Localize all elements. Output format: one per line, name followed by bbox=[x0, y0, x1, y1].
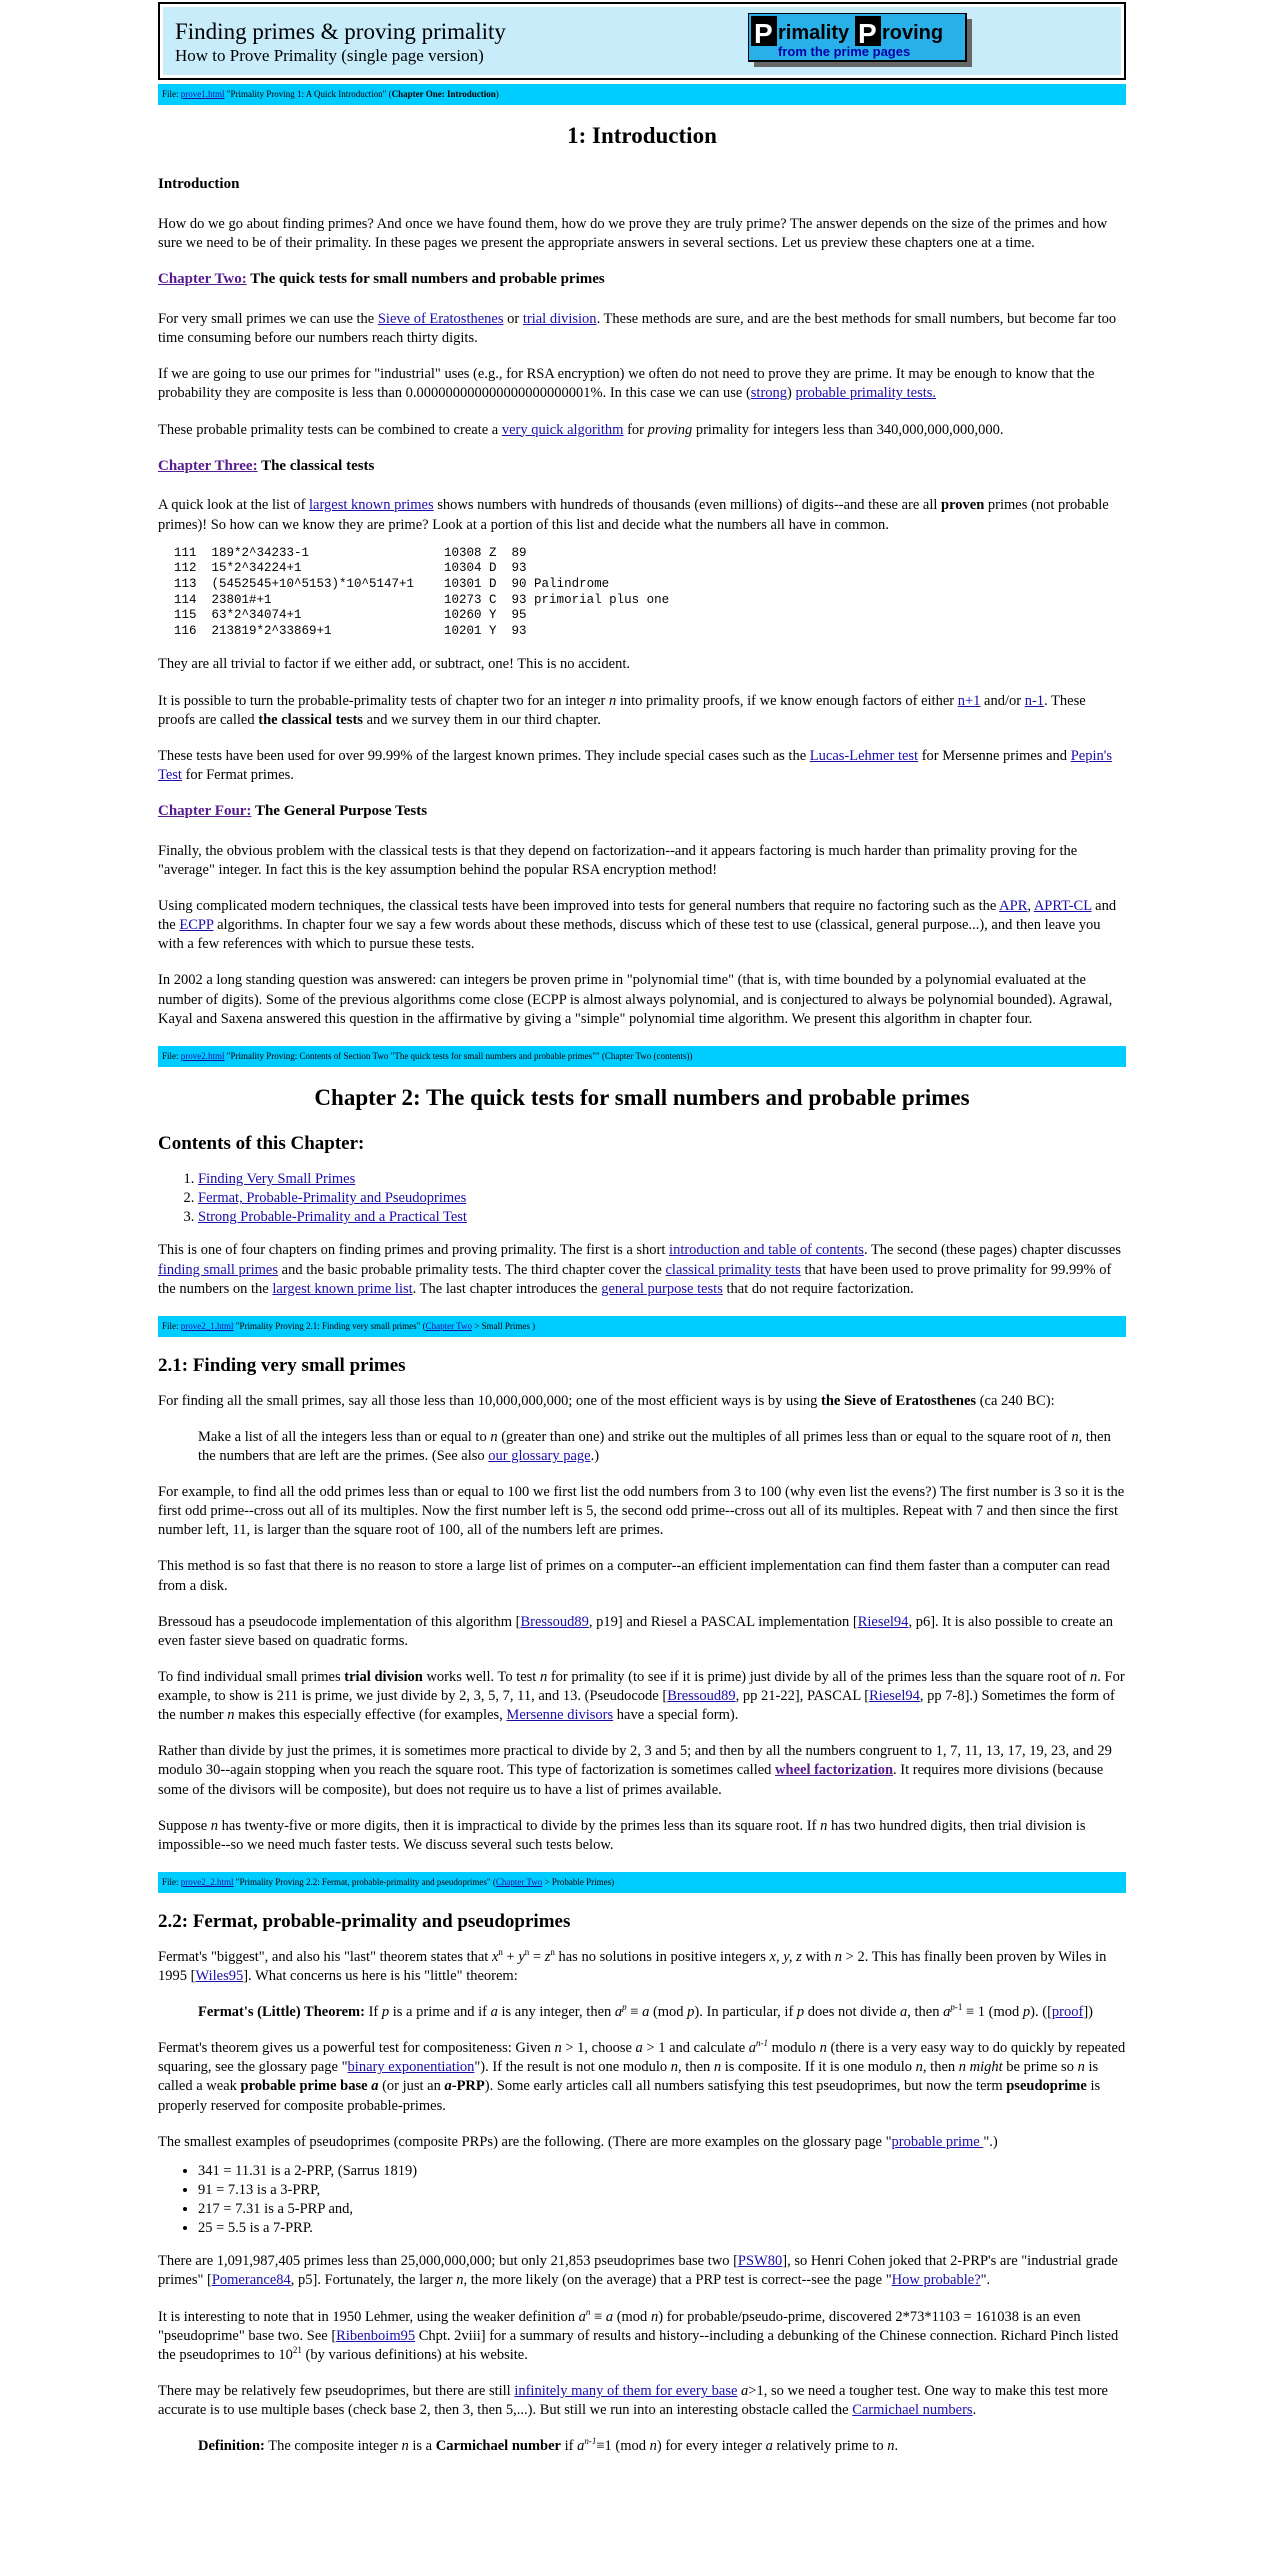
classical-tests-paragraph: It is possible to turn the probable-primality tests of chapter two for an integer n into primality proofs, if we know enough factors of either n+1 and/or n-1. These proofs are called the classical tests and we survey them in our third chapter. bbox=[158, 692, 1086, 728]
intro-heading: 1: Introduction bbox=[567, 122, 717, 148]
file-bar-prove2-1 bbox=[158, 1316, 1126, 1337]
largest-primes-paragraph: A quick look at the list of largest known primes shows numbers with hundreds of thousands (even millions) of digits--and these are all proven primes (not probable primes)! So how can we know they are prime? Look at a portion of this list and decide what the numbers all have in common. bbox=[158, 497, 1109, 533]
factorization-paragraph: Finally, the obvious problem with the classical tests is that they depend on factorization--and it appears factoring is much harder than primality proving for the "average" integer. In fact this is the key assumption behind the popular RSA encryption method! bbox=[158, 842, 1078, 878]
contents-link-fermat[interactable]: Fermat, Probable-Primality and Pseudoprimes bbox=[198, 1190, 467, 1207]
contents-link-strong-prp[interactable]: Strong Probable-Primality and a Practical Test bbox=[198, 1209, 467, 1226]
table-row: 111 189*2^34233-1 10308 Z 89 bbox=[174, 545, 527, 560]
file-description: "Primality Proving 2.2: Fermat, probable-primality and pseudoprimes" ( bbox=[233, 1876, 496, 1887]
apr-link[interactable]: APR bbox=[999, 898, 1028, 915]
chapter-four-heading bbox=[158, 802, 1126, 822]
how-probable-link[interactable]: How probable? bbox=[891, 2272, 981, 2289]
contents-heading: Contents of this Chapter: bbox=[158, 1133, 365, 1154]
list-item bbox=[198, 1208, 1126, 1227]
file-label: File: bbox=[162, 1320, 181, 1331]
fermat-last-theorem-paragraph: Fermat's "biggest", and also his "last" theorem states that $x^n + y^n = z^n$ has no solutions in positive integers x, y, z with n > 2. This has finally been proven by Wiles in 1995 [Wiles95]. What concerns us here is his "little" theorem: bbox=[158, 1947, 1107, 1984]
file-description: "Primality Proving: Contents of Section Two "The quick tests for small numbers and probable primes"" (Chapter Two (contents)) bbox=[224, 1050, 693, 1061]
glossary-link[interactable]: our glossary page bbox=[488, 1447, 591, 1464]
compositeness-test-paragraph: Fermat's theorem gives us a powerful test for compositeness: Given n > 1, choose a > 1 and calculate $a^{n-1}$ modulo n (there is a very easy way to do quickly by repeated squaring, see the glossary page "binary exponentiation"). If the result is not one modulo n, then n is composite. If it is one modulo n, then n might be prime so n is called a weak probable prime base a (or just an a-PRP). Some early articles call all numbers satisfying this test pseudoprimes, but now the term pseudoprime is properly reserved for composite probable-primes. bbox=[158, 2038, 1126, 2114]
aprt-cl-link[interactable]: APRT-CL bbox=[1033, 898, 1092, 915]
page bbox=[158, 2, 1126, 2456]
wiles95-link[interactable]: Wiles95 bbox=[195, 1967, 244, 1984]
ribenboim95-link[interactable]: Ribenboim95 bbox=[336, 2327, 416, 2344]
table-row: 116 213819*2^33869+1 10201 Y 93 bbox=[174, 623, 527, 638]
carmichael-numbers-link[interactable]: Carmichael numbers bbox=[852, 2402, 973, 2419]
probable-primality-link[interactable]: probable primality tests. bbox=[795, 385, 937, 402]
chapter-three-heading bbox=[158, 457, 1126, 477]
chapter-two-link[interactable]: Chapter Two: bbox=[158, 271, 247, 288]
list-item: • 91 = 7.13 is a 3-PRP, bbox=[198, 2181, 1126, 2200]
chapter-two-breadcrumb-link[interactable]: Chapter Two bbox=[495, 1876, 543, 1887]
file-label: File: bbox=[162, 1050, 181, 1061]
contents-link-small-primes[interactable]: Finding Very Small Primes bbox=[198, 1171, 356, 1188]
pseudoprime-examples-intro: The smallest examples of pseudoprimes (composite PRPs) are the following. (There are more examples on the glossary page "probable prime ".) bbox=[158, 2133, 998, 2150]
lehmer-paragraph: It is interesting to note that in 1950 Lehmer, using the weaker definition $a^n \equiv a$ (mod n) for probable/pseudo-prime, discovered 2*73*1103 = 161038 is an even "pseudoprime" base two. See [Ribenboim95 Chpt. 2viii] for a summary of results and history--including a debunking of the Chinese connection. Richard Pinch listed the pseudoprimes to $10^{21}$ (by various definitions) at his website. bbox=[158, 2306, 1119, 2363]
n-minus-1-link[interactable]: n-1 bbox=[1024, 692, 1045, 709]
file-description: "Primality Proving 2.1: Finding very small primes" ( bbox=[233, 1320, 426, 1331]
file-bar-prove1 bbox=[158, 84, 1126, 105]
table-row: 114 23801#+1 10273 C 93 primorial plus one bbox=[174, 592, 670, 607]
largest-primes-link[interactable]: largest known primes bbox=[309, 497, 434, 514]
logo-tagline: from the prime pages bbox=[778, 44, 911, 59]
list-item: • 25 = 5.5 is a 7-PRP. bbox=[198, 2219, 1126, 2238]
table-row: 113 (5452545+10^5153)*10^5147+1 10301 D 90 Palindrome bbox=[174, 576, 610, 591]
file-bar-prove2-2 bbox=[158, 1872, 1126, 1893]
industrial-paragraph: If we are going to use our primes for "industrial" uses (e.g., for RSA encryption) we often do not need to prove they are prime. It may be enough to know that the probability they are composite is less than 0.000000000000000000000001%. In this case we can use (strong) probable primality tests. bbox=[158, 366, 1095, 402]
logo-word-proving: roving bbox=[882, 22, 944, 44]
section-2-1-heading: 2.1: Finding very small primes bbox=[158, 1354, 406, 1376]
chapter-label: Chapter One: Introduction bbox=[391, 89, 496, 99]
logo-letter-p2: P bbox=[858, 18, 877, 49]
file-bar-end: > Probable Primes) bbox=[542, 1876, 615, 1887]
probable-prime-glossary-link[interactable]: probable prime bbox=[891, 2133, 984, 2150]
binary-exponentiation-link[interactable]: binary exponentiation bbox=[347, 2059, 475, 2076]
trial-division-link[interactable]: trial division bbox=[522, 311, 597, 327]
header-banner bbox=[163, 7, 1121, 75]
file-bar-end: ) bbox=[495, 89, 499, 99]
carmichael-definition: Definition: The composite integer n is a Carmichael number if $a^{n-1}\equiv 1$ (mod n) for every integer a relatively prime to n. bbox=[198, 2436, 899, 2455]
pomerance84-link[interactable]: Pomerance84 bbox=[211, 2272, 291, 2289]
file-link-prove2-1[interactable]: prove2_1.html bbox=[180, 1320, 234, 1331]
file-link-prove1[interactable]: prove1.html bbox=[180, 89, 225, 99]
fermat-little-theorem: Fermat's (Little) Theorem: If p is a prime and if a is any integer, then $a^p \equiv a$ (mod p). In particular, if p does not divide a, then $a^{p-1} \equiv 1$ (mod p). ([proof]) bbox=[198, 2002, 1093, 2021]
quick-algorithm-link[interactable]: very quick algorithm bbox=[501, 421, 624, 438]
mersenne-divisors-link[interactable]: Mersenne divisors bbox=[506, 1707, 614, 1724]
large-n-paragraph: Suppose n has twenty-five or more digits, then it is impractical to divide by the primes less than its square root. If n has two hundred digits, then trial division is impossible--so we need much faster tests. We discuss several such tests below. bbox=[158, 1817, 1086, 1853]
trivial-factor-paragraph: They are all trivial to factor if we either add, or subtract, one! This is no accident. bbox=[158, 656, 631, 673]
wheel-factorization-paragraph: Rather than divide by just the primes, it is sometimes more practical to divide by 2, 3 and 5; and then by all the numbers congruent to 1, 7, 11, 13, 17, 19, 23, and 29 modulo 30--again stopping when you reach the square root. This type of factorization is sometimes called wheel factorization. It requires more divisions (because some of the divisors will be composite), but does not require us to have a list of primes available. bbox=[158, 1743, 1112, 1798]
chapter-two-main-heading: Chapter 2: The quick tests for small numbers and probable primes bbox=[314, 1084, 970, 1110]
sieve-link[interactable]: Sieve of Eratosthenes bbox=[377, 311, 504, 327]
table-row: 115 63*2^34074+1 10260 Y 95 bbox=[174, 608, 527, 623]
chapter-four-link[interactable]: Chapter Four: bbox=[158, 803, 252, 820]
chapter-two-breadcrumb-link[interactable]: Chapter Two bbox=[425, 1320, 473, 1331]
ecpp-link[interactable]: ECPP bbox=[179, 917, 214, 934]
list-item: • 341 = 11.31 is a 2-PRP, (Sarrus 1819) bbox=[198, 2162, 1126, 2181]
file-label: File: bbox=[162, 89, 181, 99]
small-primes-paragraph: For very small primes we can use the Sieve of Eratosthenes or trial division. These methods are sure, and are the best methods for small numbers, but become far too time consuming before our numbers reach thirty digits. bbox=[158, 311, 1117, 347]
carmichael-intro-paragraph: There may be relatively few pseudoprimes, but there are still infinitely many of them for every base a>1, so we need a tougher test. One way to make this test more accurate is to use multiple bases (check base 2, then 3, then 5,...). But still we run into an interesting obstacle called the Carmichael numbers. bbox=[158, 2382, 1108, 2419]
industrial-grade-paragraph: There are 1,091,987,405 primes less than 25,000,000,000; but only 21,853 pseudoprimes base two [PSW80], so Henri Cohen joked that 2-PRP's are "industrial grade primes" [Pomerance84, p5]. Fortunately, the larger n, the more likely (on the average) that a PRP test is correct--see the page "How probable?". bbox=[158, 2253, 1118, 2289]
table-row: 112 15*2^34224+1 10304 D 93 bbox=[174, 561, 527, 576]
logo-letter-p1: P bbox=[754, 18, 773, 49]
wheel-factorization-link[interactable]: wheel factorization bbox=[775, 1762, 894, 1779]
strong-link[interactable]: strong bbox=[750, 385, 788, 402]
logo-word-primality: rimality bbox=[778, 22, 850, 44]
modern-techniques-paragraph: Using complicated modern techniques, the classical tests have been improved into tests for general numbers that require no factoring such as the APR, APRT-CL and the ECPP algorithms. In chapter four we say a few words about these methods, discuss which of these test to use (classical, general purpose...), and then leave you with a few references with which to pursue these tests. bbox=[158, 898, 1117, 953]
file-link-prove2-2[interactable]: prove2_2.html bbox=[180, 1876, 234, 1887]
sieve-description-quote: Make a list of all the integers less than or equal to n (greater than one) and strike out the multiples of all primes less than or equal to the square root of n, then the numbers that are left are the primes. (See also our glossary page.) bbox=[198, 1428, 1111, 1464]
file-link-prove2[interactable]: prove2.html bbox=[180, 1050, 225, 1061]
largest-prime-list-link[interactable]: largest known prime list bbox=[272, 1280, 413, 1297]
proof-link[interactable]: proof bbox=[1051, 2004, 1084, 2021]
chapter-overview-paragraph: This is one of four chapters on finding primes and proving primality. The first is a short introduction and table of contents. The second (these pages) chapter discusses finding small primes and the basic probable primality tests. The third chapter cover the classical primality tests that have been used to prove primality for 99.99% of the numbers on the largest known prime list. The last chapter introduces the general purpose tests that do not require factorization. bbox=[158, 1242, 1121, 1297]
general-purpose-tests-link[interactable]: general purpose tests bbox=[601, 1280, 723, 1297]
classical-tests-link[interactable]: classical primality tests bbox=[665, 1261, 801, 1278]
section-2-2-heading: 2.2: Fermat, probable-primality and pseudoprimes bbox=[158, 1910, 571, 1932]
intro-subheading: Introduction bbox=[158, 176, 240, 193]
trial-division-paragraph: To find individual small primes trial division works well. To test n for primality (to see if it is prime) just divide by all of the primes less than the square root of n. For example, to show is 211 is prime, we just divide by 2, 3, 5, 7, 11, and 13. (Pseudocode [Bressoud89, pp 21-22], PASCAL [Riesel94, pp 7-8].) Sometimes the form of the number n makes this especially effective (for examples, Mersenne divisors have a special form). bbox=[158, 1668, 1125, 1724]
polynomial-time-paragraph: In 2002 a long standing question was answered: can integers be proven prime in "polynomial time" (that is, with time bounded by a polynomial evaluated at the number of digits). Some of the previous algorithms come close (ECPP is almost always polynomial, and is conjectured to always be polynomial bounded). Agrawal, Kayal and Saxena answered this question in the affirmative by giving a "simple" polynomial time algorithm. We present this algorithm in chapter four. bbox=[158, 972, 1113, 1027]
contents-list bbox=[158, 1170, 1126, 1227]
riesel94-link[interactable]: Riesel94 bbox=[857, 1613, 909, 1630]
file-label: File: bbox=[162, 1876, 181, 1887]
file-description: "Primality Proving 1: A Quick Introduction" ( bbox=[224, 89, 392, 99]
quick-algorithm-paragraph: These probable primality tests can be combined to create a very quick algorithm for proving primality for integers less than 340,000,000,000,000. bbox=[158, 421, 1004, 438]
special-cases-paragraph: These tests have been used for over 99.99% of the largest known primes. They include special cases such as the Lucas-Lehmer test for Mersenne primes and Pepin's Test for Fermat primes. bbox=[158, 747, 1112, 783]
list-item bbox=[198, 1189, 1126, 1208]
implementations-paragraph: Bressoud has a pseudocode implementation of this algorithm [Bressoud89, p19] and Riesel a PASCAL implementation [Riesel94, p6]. It is also possible to create an even faster sieve based on quadratic forms. bbox=[158, 1613, 1113, 1649]
intro-toc-link[interactable]: introduction and table of contents bbox=[669, 1242, 864, 1259]
sieve-intro-paragraph: For finding all the small primes, say all those less than 10,000,000,000; one of the most efficient ways is by using the Sieve of Eratosthenes (ca 240 BC): bbox=[158, 1392, 1055, 1409]
riesel94-link[interactable]: Riesel94 bbox=[869, 1688, 920, 1705]
n-plus-1-link[interactable]: n+1 bbox=[957, 692, 981, 709]
bressoud89-link[interactable]: Bressoud89 bbox=[667, 1688, 736, 1705]
infinitely-many-link[interactable]: infinitely many of them for every base bbox=[514, 2382, 738, 2399]
pepins-test-link[interactable]: Pepin's Test bbox=[158, 747, 1112, 783]
chapter-three-title: The classical tests bbox=[257, 457, 375, 474]
sieve-example-paragraph: For example, to find all the odd primes less than or equal to 100 we first list the odd numbers from 3 to 100 (why even list the evens?) The first number is 3 so it is the first odd prime--cross out all of its multiples. Now the first number left is 5, the second odd prime--cross out all of its multiples. Repeat with 7 and then since the first number left, 11, is larger than the square root of 100, all of the numbers left are primes. bbox=[158, 1484, 1125, 1539]
list-item bbox=[198, 1170, 1126, 1189]
chapter-two-heading bbox=[158, 270, 1126, 290]
psw80-link[interactable]: PSW80 bbox=[737, 2253, 783, 2270]
primality-proving-logo[interactable] bbox=[748, 13, 974, 69]
site-header bbox=[158, 2, 1126, 80]
chapter-four-title: The General Purpose Tests bbox=[251, 803, 428, 820]
file-bar-prove2 bbox=[158, 1046, 1126, 1067]
chapter-three-link[interactable]: Chapter Three: bbox=[158, 457, 258, 474]
site-subtitle: How to Prove Primality (single page version) bbox=[175, 46, 484, 66]
lucas-lehmer-link[interactable]: Lucas-Lehmer test bbox=[809, 747, 919, 764]
pseudoprime-examples-list bbox=[158, 2162, 1126, 2239]
sieve-speed-paragraph: This method is so fast that there is no reason to store a large list of primes on a computer--an efficient implementation can find them faster than a computer can read from a disk. bbox=[158, 1558, 1110, 1594]
chapter-two-title: The quick tests for small numbers and probable primes bbox=[246, 271, 605, 288]
file-bar-end: > Small Primes ) bbox=[472, 1320, 536, 1331]
bressoud89-link[interactable]: Bressoud89 bbox=[520, 1613, 589, 1630]
site-title: Finding primes & proving primality bbox=[175, 19, 506, 44]
finding-small-primes-link[interactable]: finding small primes bbox=[158, 1261, 279, 1278]
list-item: • 217 = 7.31 is a 5-PRP and, bbox=[198, 2200, 1126, 2219]
intro-paragraph: How do we go about finding primes? And once we have found them, how do we prove they are truly prime? The answer depends on the size of the primes and how sure we need to be of their primality. In these pages we present the appropriate answers in several sections. Let us preview these chapters one at a time. bbox=[158, 215, 1108, 252]
prime-list-table bbox=[174, 546, 1126, 640]
